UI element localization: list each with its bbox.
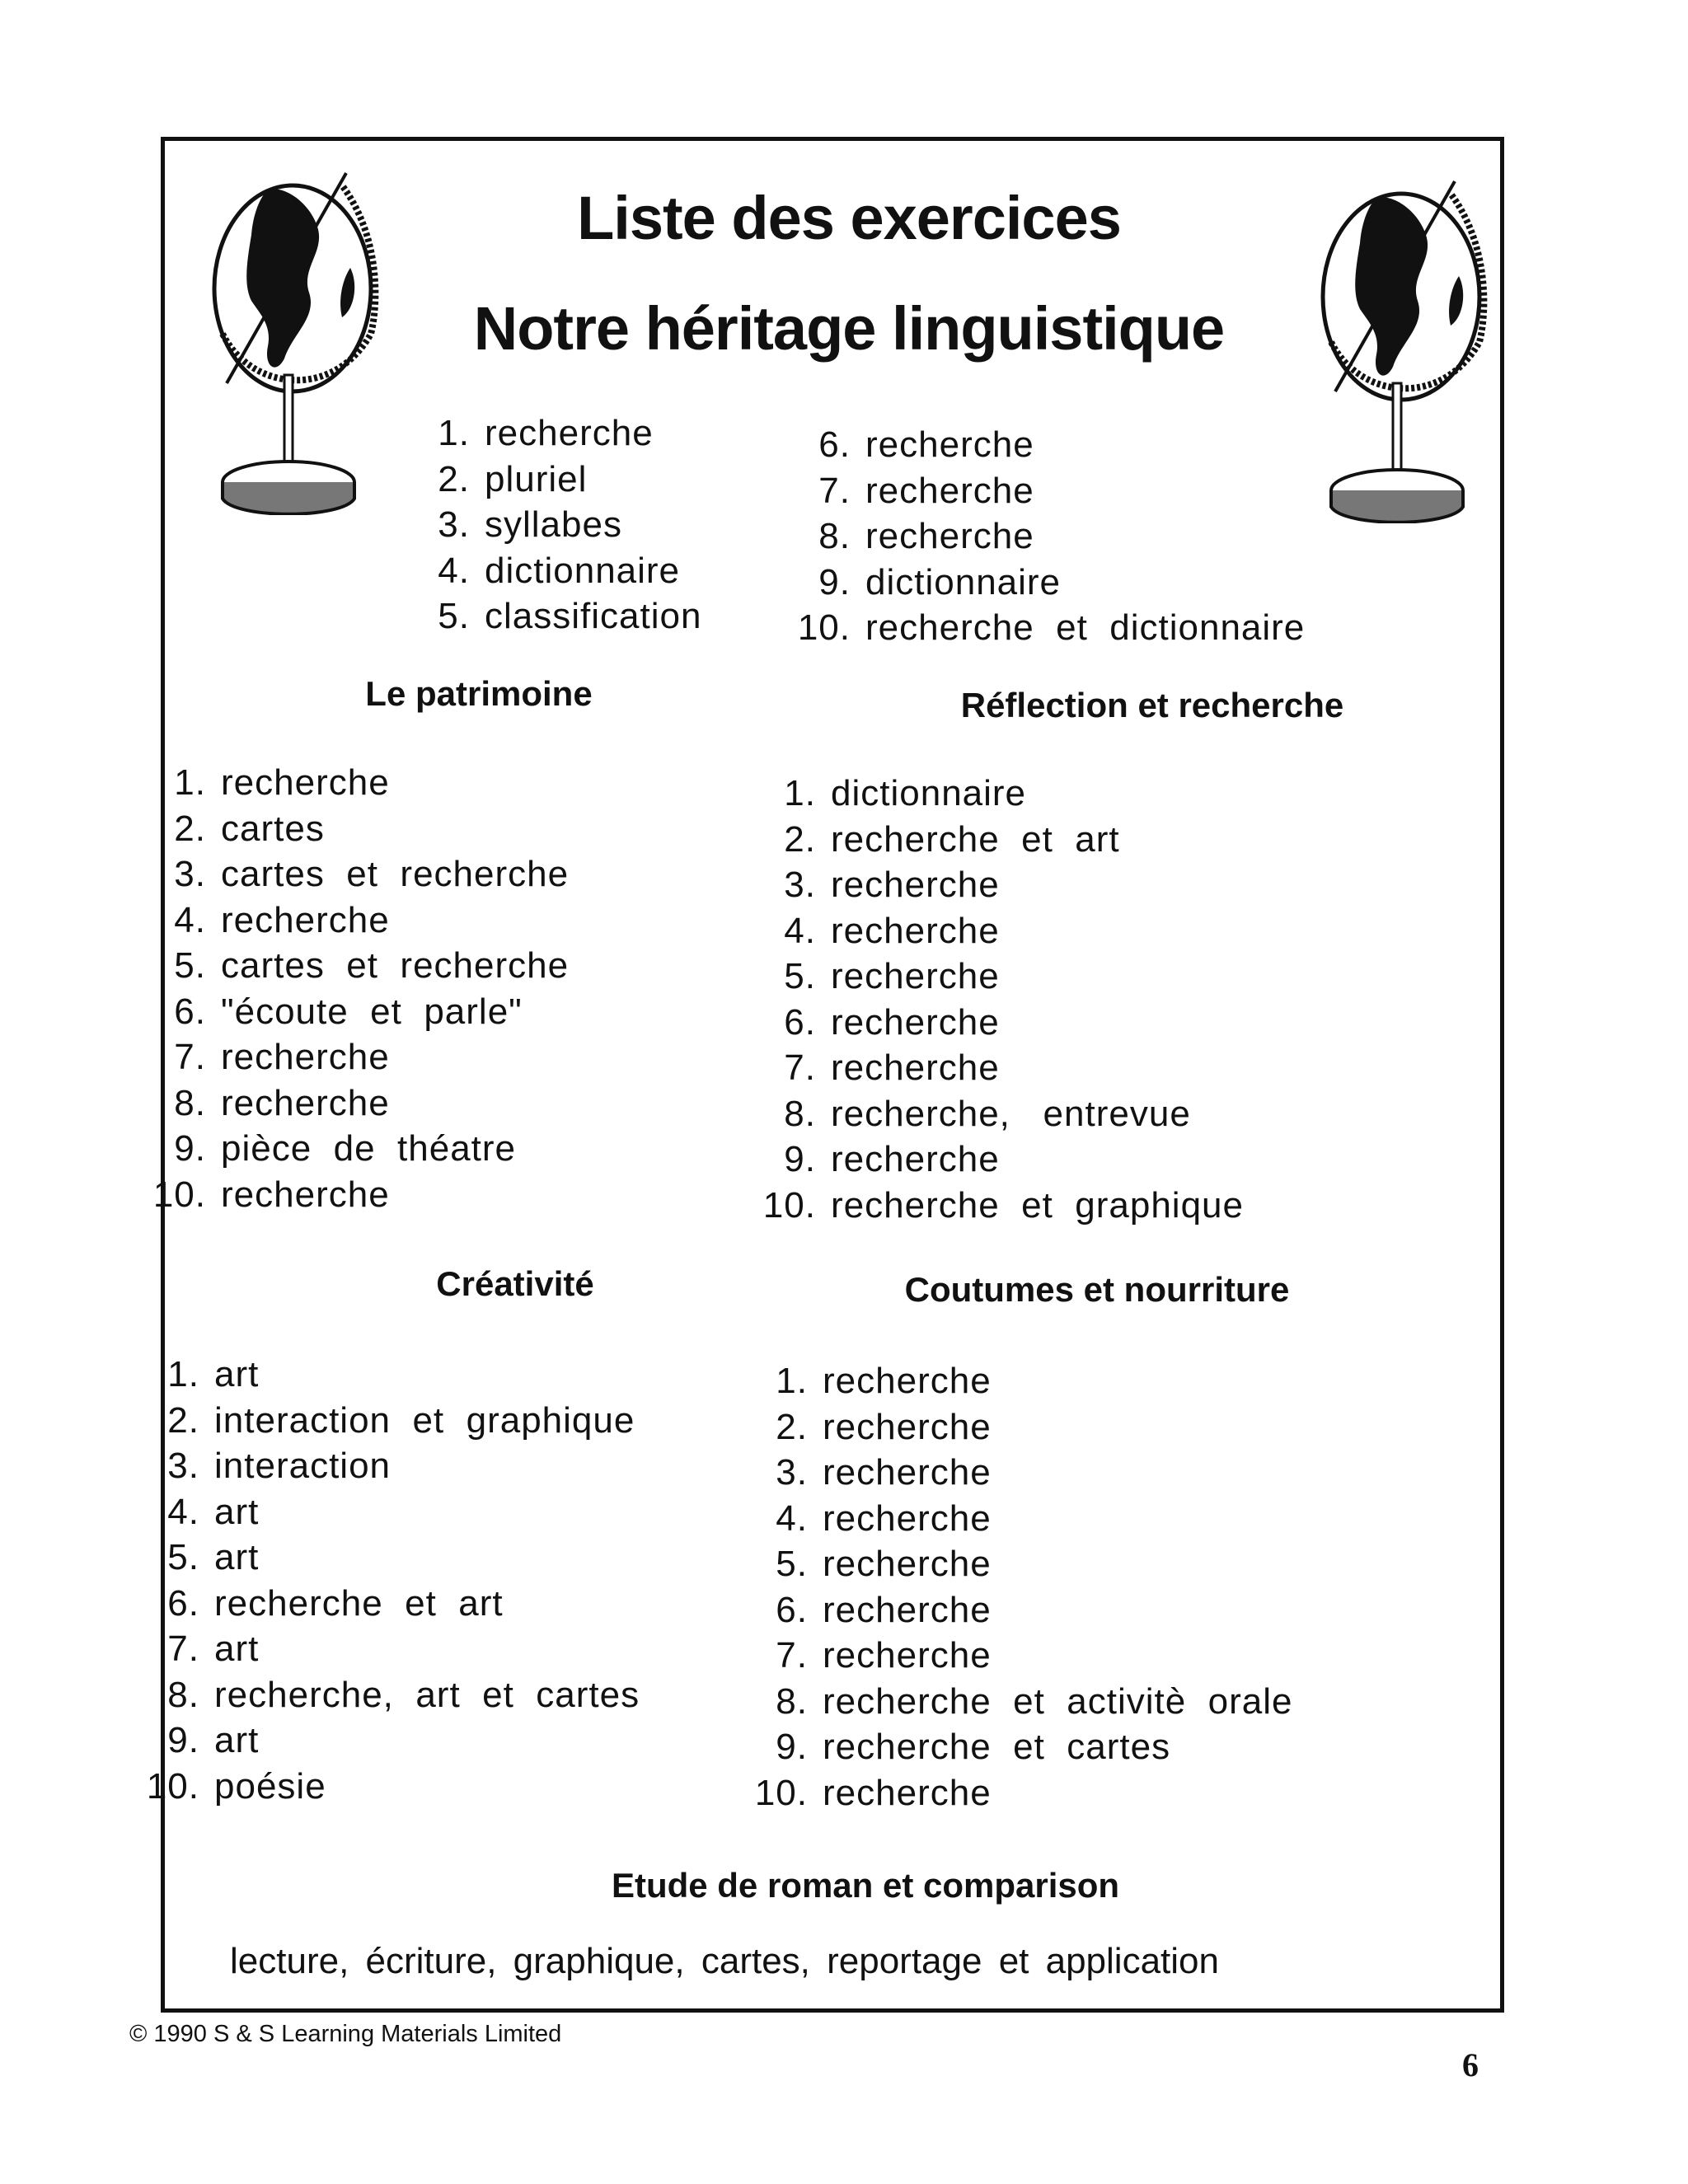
list-item bbox=[758, 1091, 1244, 1137]
item-number: 3. bbox=[167, 1446, 199, 1486]
item-label: art bbox=[214, 1491, 260, 1532]
list-item bbox=[412, 548, 701, 594]
item-label: pièce de théatre bbox=[221, 1128, 517, 1169]
item-number: 8. bbox=[167, 1674, 199, 1715]
item-number: 2. bbox=[784, 818, 816, 860]
item-label: recherche bbox=[831, 1001, 1000, 1043]
item-label: pluriel bbox=[485, 458, 588, 499]
list-item bbox=[148, 806, 569, 852]
page-title: Liste des exercices bbox=[577, 184, 1121, 252]
item-label: recherche bbox=[865, 470, 1034, 511]
list-item bbox=[758, 1045, 1244, 1091]
item-number: 7. bbox=[818, 470, 851, 511]
item-number: 1. bbox=[776, 1361, 808, 1401]
item-number: 8. bbox=[818, 516, 851, 556]
item-label: recherche bbox=[831, 1047, 1000, 1088]
item-label: recherche, art et cartes bbox=[214, 1674, 640, 1715]
item-number: 10. bbox=[754, 1772, 808, 1813]
item-number: 4. bbox=[438, 550, 470, 591]
item-number: 7. bbox=[167, 1629, 199, 1669]
item-label: recherche bbox=[831, 910, 1000, 951]
list-item bbox=[142, 1718, 640, 1764]
item-label: interaction bbox=[214, 1446, 392, 1486]
globe-icon-left bbox=[202, 169, 408, 515]
item-number: 3. bbox=[174, 854, 206, 894]
list-item bbox=[758, 771, 1244, 817]
list-item bbox=[793, 560, 1305, 606]
item-label: recherche et dictionnaire bbox=[865, 607, 1306, 648]
item-label: art bbox=[214, 1720, 260, 1760]
item-label: recherche bbox=[823, 1361, 992, 1401]
list-item bbox=[412, 410, 701, 457]
item-number: 5. bbox=[174, 945, 206, 986]
item-number: 8. bbox=[776, 1680, 808, 1722]
list-item bbox=[142, 1626, 640, 1672]
list-item bbox=[758, 908, 1244, 954]
list-item bbox=[148, 1080, 569, 1127]
list-item bbox=[412, 593, 701, 640]
item-label: recherche bbox=[831, 956, 1000, 996]
list-item bbox=[750, 1679, 1292, 1725]
item-number: 1. bbox=[784, 773, 816, 813]
item-label: recherche bbox=[221, 762, 390, 803]
list-item bbox=[750, 1496, 1292, 1542]
item-number: 5. bbox=[784, 956, 816, 996]
list-item bbox=[793, 468, 1305, 514]
page-subtitle: Notre héritage linguistique bbox=[473, 294, 1225, 363]
list-item bbox=[750, 1404, 1292, 1451]
list-item bbox=[148, 760, 569, 806]
list-item bbox=[148, 898, 569, 944]
etude-text: lecture, écriture, graphique, cartes, reportage et application bbox=[230, 1941, 1219, 1981]
item-label: recherche bbox=[823, 1589, 992, 1630]
item-label: dictionnaire bbox=[485, 550, 681, 591]
item-number: 3. bbox=[784, 865, 816, 905]
item-label: recherche et cartes bbox=[823, 1727, 1171, 1767]
item-number: 2. bbox=[167, 1399, 199, 1441]
item-label: cartes bbox=[221, 808, 325, 849]
item-label: syllabes bbox=[485, 504, 622, 545]
intro-list-left bbox=[412, 410, 701, 640]
item-number: 7. bbox=[784, 1047, 816, 1088]
item-number: 6. bbox=[167, 1582, 199, 1624]
item-label: cartes et recherche bbox=[221, 945, 570, 986]
item-label: interaction et graphique bbox=[214, 1399, 635, 1441]
item-number: 6. bbox=[174, 991, 206, 1032]
heading-etude: Etude de roman et comparison bbox=[611, 1866, 1120, 1905]
item-number: 4. bbox=[167, 1491, 199, 1532]
list-item bbox=[758, 1000, 1244, 1046]
heading-coutumes: Coutumes et nourriture bbox=[904, 1270, 1290, 1309]
list-item bbox=[750, 1541, 1292, 1587]
item-number: 7. bbox=[776, 1635, 808, 1675]
item-number: 3. bbox=[438, 504, 470, 545]
item-label: recherche bbox=[823, 1406, 992, 1447]
list-item bbox=[758, 954, 1244, 1000]
item-number: 10. bbox=[152, 1174, 206, 1215]
item-label: poésie bbox=[214, 1765, 326, 1807]
item-number: 4. bbox=[784, 910, 816, 951]
item-label: cartes et recherche bbox=[221, 854, 570, 894]
list-item bbox=[148, 989, 569, 1035]
item-label: recherche bbox=[823, 1452, 992, 1493]
list-item bbox=[142, 1443, 640, 1489]
heading-creativite: Créativité bbox=[436, 1264, 594, 1303]
item-label: "écoute et parle" bbox=[221, 991, 523, 1032]
coutumes-list bbox=[750, 1358, 1292, 1816]
list-item bbox=[758, 817, 1244, 863]
item-number: 5. bbox=[167, 1537, 199, 1577]
list-item bbox=[758, 1137, 1244, 1183]
item-number: 1. bbox=[174, 762, 206, 803]
item-number: 10. bbox=[762, 1184, 816, 1226]
list-item bbox=[750, 1770, 1292, 1816]
reflection-list bbox=[758, 771, 1244, 1228]
item-number: 5. bbox=[776, 1544, 808, 1584]
globe-icon-right bbox=[1311, 177, 1517, 523]
item-label: dictionnaire bbox=[831, 773, 1027, 813]
page-number: 6 bbox=[1462, 2046, 1479, 2083]
intro-list-right bbox=[793, 422, 1305, 651]
list-item bbox=[142, 1398, 640, 1444]
list-item bbox=[148, 1172, 569, 1218]
item-label: recherche et art bbox=[831, 818, 1120, 860]
item-label: recherche bbox=[823, 1635, 992, 1675]
item-number: 10. bbox=[146, 1765, 199, 1807]
item-label: recherche bbox=[221, 1174, 390, 1215]
list-item bbox=[412, 502, 701, 548]
item-label: recherche et activitè orale bbox=[823, 1680, 1293, 1722]
item-label: art bbox=[214, 1537, 260, 1577]
item-label: recherche bbox=[865, 424, 1034, 465]
item-label: recherche bbox=[823, 1544, 992, 1584]
list-item bbox=[758, 1183, 1244, 1229]
item-number: 9. bbox=[174, 1128, 206, 1169]
item-number: 6. bbox=[784, 1001, 816, 1043]
list-item bbox=[412, 457, 701, 503]
item-label: recherche et graphique bbox=[831, 1184, 1244, 1226]
list-item bbox=[758, 862, 1244, 908]
item-label: art bbox=[214, 1629, 260, 1669]
item-number: 6. bbox=[818, 424, 851, 465]
item-number: 1. bbox=[438, 413, 470, 453]
list-item bbox=[142, 1581, 640, 1627]
item-label: recherche, entrevue bbox=[831, 1093, 1191, 1134]
item-number: 3. bbox=[776, 1452, 808, 1493]
list-item bbox=[750, 1633, 1292, 1679]
list-item bbox=[148, 851, 569, 898]
item-label: recherche bbox=[823, 1497, 992, 1539]
item-label: recherche bbox=[221, 899, 390, 940]
item-number: 8. bbox=[784, 1093, 816, 1134]
item-label: recherche bbox=[831, 1139, 1000, 1179]
item-number: 2. bbox=[776, 1406, 808, 1447]
list-item bbox=[148, 1034, 569, 1080]
item-number: 5. bbox=[438, 596, 470, 636]
creativite-list bbox=[142, 1352, 640, 1809]
item-label: recherche bbox=[221, 1082, 390, 1123]
list-item bbox=[142, 1489, 640, 1535]
item-number: 9. bbox=[167, 1720, 199, 1760]
heading-patrimoine: Le patrimoine bbox=[365, 674, 593, 713]
item-number: 4. bbox=[174, 899, 206, 940]
list-item bbox=[750, 1358, 1292, 1404]
list-item bbox=[793, 422, 1305, 468]
list-item bbox=[793, 513, 1305, 560]
item-label: recherche bbox=[865, 516, 1034, 556]
list-item bbox=[750, 1724, 1292, 1770]
item-label: dictionnaire bbox=[865, 561, 1062, 602]
list-item bbox=[793, 605, 1305, 651]
item-number: 1. bbox=[167, 1354, 199, 1394]
item-number: 2. bbox=[438, 458, 470, 499]
item-number: 9. bbox=[784, 1139, 816, 1179]
list-item bbox=[148, 943, 569, 989]
item-label: recherche et art bbox=[214, 1582, 504, 1624]
item-number: 4. bbox=[776, 1497, 808, 1539]
item-number: 2. bbox=[174, 808, 206, 849]
item-number: 10. bbox=[797, 607, 851, 648]
list-item bbox=[148, 1126, 569, 1172]
item-label: art bbox=[214, 1354, 260, 1394]
item-number: 8. bbox=[174, 1082, 206, 1123]
item-label: recherche bbox=[221, 1037, 390, 1077]
item-number: 9. bbox=[776, 1727, 808, 1767]
list-item bbox=[142, 1352, 640, 1398]
item-label: recherche bbox=[831, 865, 1000, 905]
list-item bbox=[142, 1535, 640, 1581]
list-item bbox=[750, 1587, 1292, 1633]
item-number: 6. bbox=[776, 1589, 808, 1630]
item-label: classification bbox=[485, 596, 702, 636]
list-item bbox=[142, 1672, 640, 1718]
patrimoine-list bbox=[148, 760, 569, 1217]
item-number: 7. bbox=[174, 1037, 206, 1077]
list-item bbox=[750, 1450, 1292, 1496]
heading-reflection: Réflection et recherche bbox=[960, 686, 1344, 724]
item-number: 9. bbox=[818, 561, 851, 602]
copyright: © 1990 S & S Learning Materials Limited bbox=[129, 2021, 562, 2047]
list-item bbox=[142, 1764, 640, 1810]
item-label: recherche bbox=[485, 413, 654, 453]
item-label: recherche bbox=[823, 1772, 992, 1813]
